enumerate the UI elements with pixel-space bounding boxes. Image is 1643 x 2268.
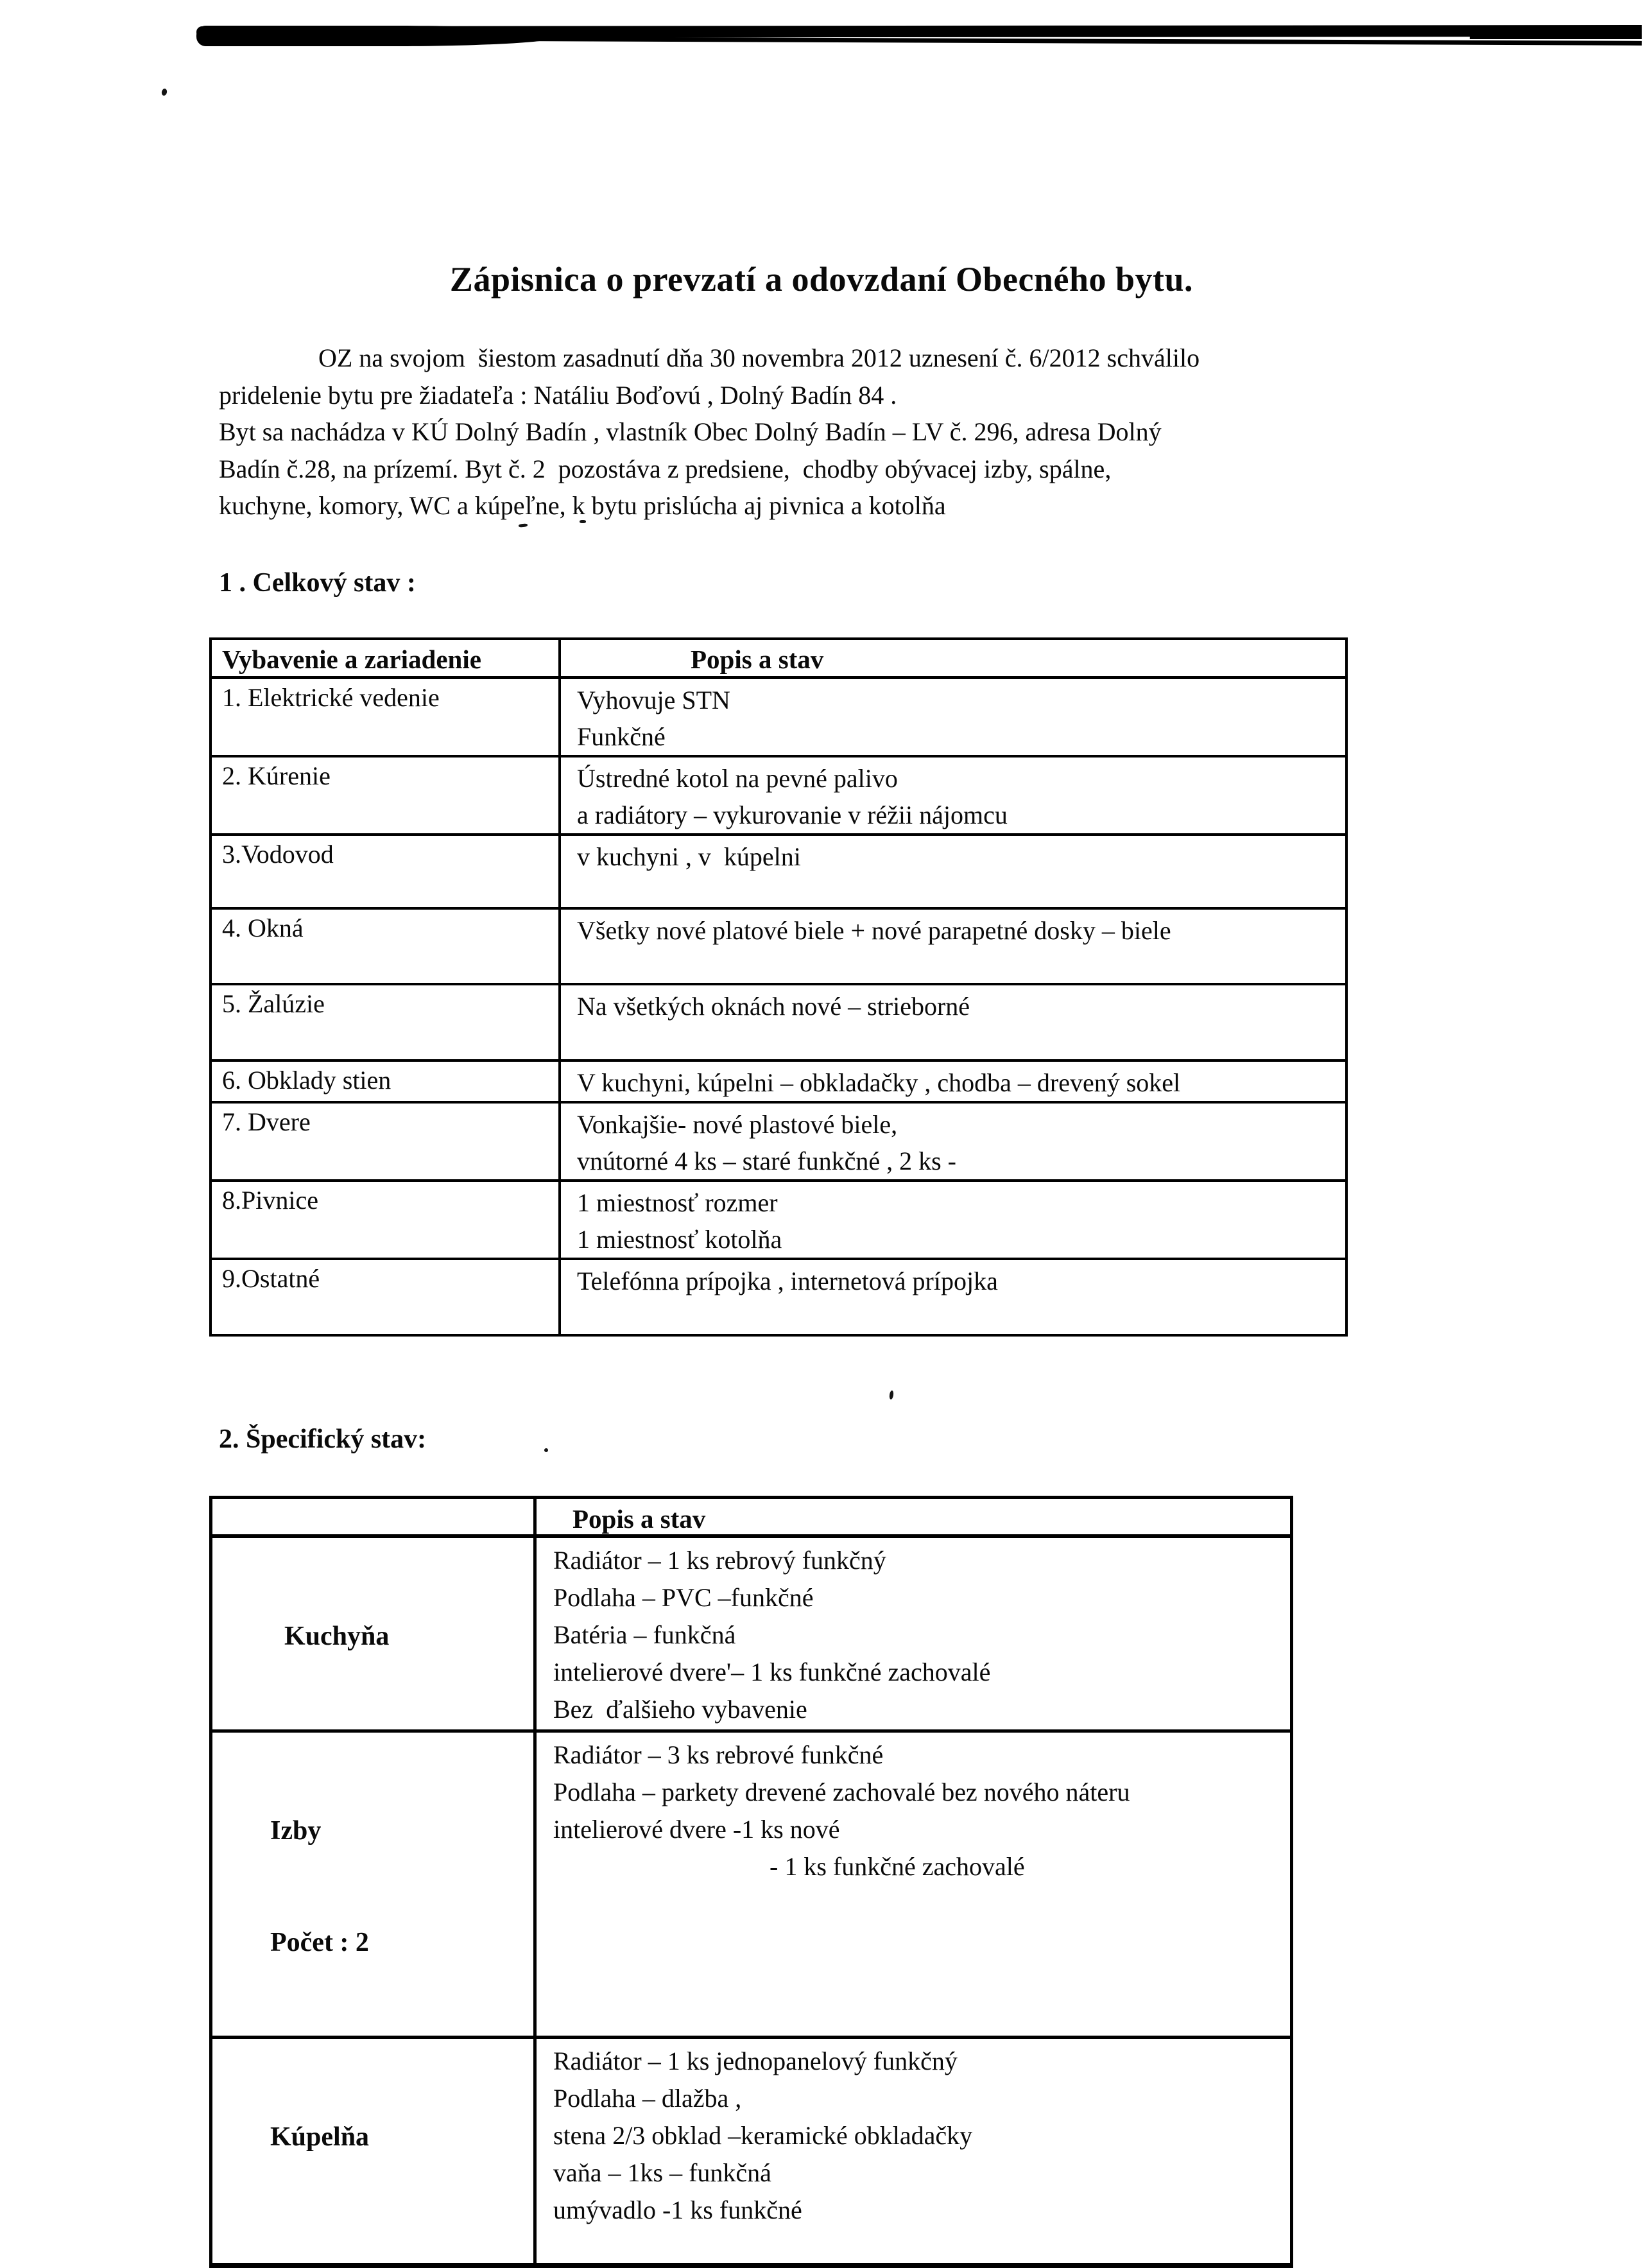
description-cell [535,2038,1292,2265]
table1-col2-header: Popis a stav [560,639,1346,677]
description-cell [560,984,1346,1060]
description-cell [560,1259,1346,1335]
description-line: Bez ďalšieho vybavenie [553,1695,807,1724]
table-row [211,908,1346,984]
table-row [211,756,1346,835]
equipment-cell: 1. Elektrické vedenie [211,677,560,756]
description-line: Radiátor – 1 ks jednopanelový funkčný [553,2047,958,2075]
room-label-cell [211,1536,535,1731]
table2-col2-header: Popis a stav [535,1498,1292,1537]
description-line: stena 2/3 obklad –keramické obkladačky [553,2121,973,2150]
description-line: Batéria – funkčná [553,1620,736,1649]
equipment-cell: 7. Dvere [211,1102,560,1181]
intro-paragraph-line: pridelenie bytu pre žiadateľa : Natáliu Boďovú , Dolný Badín 84 . [219,380,897,410]
intro-paragraph-line: Byt sa nachádza v KÚ Dolný Badín , vlastník Obec Dolný Badín – LV č. 296, adresa Dolný [219,417,1162,446]
table-header-row [211,1498,1292,1537]
room-label-line: Kúpelňa [270,2122,370,2152]
equipment-cell: 6. Obklady stien [211,1060,560,1102]
description-line: Podlaha – parkety drevené zachovalé bez nového náteru [553,1778,1130,1806]
table-row [211,984,1346,1060]
table-row [211,835,1346,908]
description-line: v kuchyni , v kúpelni [577,842,801,871]
description-cell [560,1060,1346,1102]
table-row [211,1181,1346,1259]
table-row [211,2038,1292,2265]
description-line: Telefónna prípojka , internetová prípojka [577,1266,998,1295]
table-row [211,1102,1346,1181]
description-line: Radiátor – 1 ks rebrový funkčný [553,1546,886,1575]
intro-paragraph-line: kuchyne, komory, WC a kúpeľne, k bytu prislúcha aj pivnica a kotolňa [219,491,946,520]
table-row [211,1060,1346,1102]
overall-state-table [209,637,1348,1337]
intro-paragraph-line: OZ na svojom šiestom zasadnutí dňa 30 novembra 2012 uznesení č. 6/2012 schválilo [318,343,1200,372]
description-cell [560,677,1346,756]
description-line: - 1 ks funkčné zachovalé [770,1852,1025,1881]
description-line: Funkčné [577,722,666,751]
description-line: Ústredné kotol na pevné palivo [577,763,898,793]
description-line: intelierové dvere -1 ks nové [553,1815,840,1844]
equipment-cell: 8.Pivnice [211,1181,560,1259]
table-row [211,1536,1292,1731]
scan-artifact-bar [334,36,1642,46]
room-label-cell [211,1731,535,2038]
equipment-cell: 9.Ostatné [211,1259,560,1335]
description-cell [560,1181,1346,1259]
description-line: V kuchyni, kúpelni – obkladačky , chodba – drevený sokel [577,1068,1181,1097]
description-line: vnútorné 4 ks – staré funkčné , 2 ks - [577,1146,956,1175]
description-line: intelierové dvere'– 1 ks funkčné zachovalé [553,1658,991,1686]
description-line: Na všetkých oknách nové – strieborné [577,991,970,1021]
scan-speck [889,1390,894,1400]
description-cell [560,1102,1346,1181]
description-line: 1 miestnosť rozmer [577,1188,778,1217]
description-cell [560,756,1346,835]
table1-col1-header: Vybavenie a zariadenie [211,639,560,677]
table-header-row [211,639,1346,677]
description-line: Vyhovuje STN [577,685,730,714]
description-cell [535,1731,1292,2038]
room-label-cell [211,2038,535,2265]
section1-heading: 1 . Celkový stav : [219,568,416,598]
description-cell [560,908,1346,984]
description-line: Všetky nové platové biele + nové parapetné dosky – biele [577,915,1171,945]
room-label-line: Počet : 2 [270,1928,369,1957]
table-row [211,1259,1346,1335]
table-row [211,677,1346,756]
room-label-line: Kuchyňa [284,1622,390,1651]
document-title: Zápisnica o prevzatí a odovzdaní Obecného bytu. [449,260,1194,299]
description-line: Radiátor – 3 ks rebrové funkčné [553,1740,884,1769]
section2-heading: 2. Špecifický stav: [219,1424,427,1454]
equipment-cell: 3.Vodovod [211,835,560,908]
scan-artifact-bar [1470,27,1642,39]
description-line: a radiátory – vykurovanie v réžii nájomcu [577,800,1008,829]
specific-state-table [209,1496,1293,2268]
intro-paragraph [219,340,1200,524]
description-line: 1 miestnosť kotolňa [577,1224,782,1254]
scan-speck [544,1448,548,1452]
description-cell [560,835,1346,908]
equipment-cell: 2. Kúrenie [211,756,560,835]
scan-speck [161,88,168,96]
table2-col1-header-empty [211,1498,535,1537]
description-line: Podlaha – dlažba , [553,2084,742,2113]
intro-paragraph-line: Badín č.28, na prízemí. Byt č. 2 pozostáva z predsiene, chodby obývacej izby, spálne, [219,454,1112,483]
description-line: Podlaha – PVC –funkčné [553,1583,814,1612]
room-label-line: Izby [270,1816,322,1846]
equipment-cell: 5. Žalúzie [211,984,560,1060]
description-line: umývadlo -1 ks funkčné [553,2195,802,2224]
description-line: vaňa – 1ks – funkčná [553,2158,771,2187]
description-cell [535,1536,1292,1731]
table-row [211,1731,1292,2038]
description-line: Vonkajšie- nové plastové biele, [577,1109,898,1139]
equipment-cell: 4. Okná [211,908,560,984]
